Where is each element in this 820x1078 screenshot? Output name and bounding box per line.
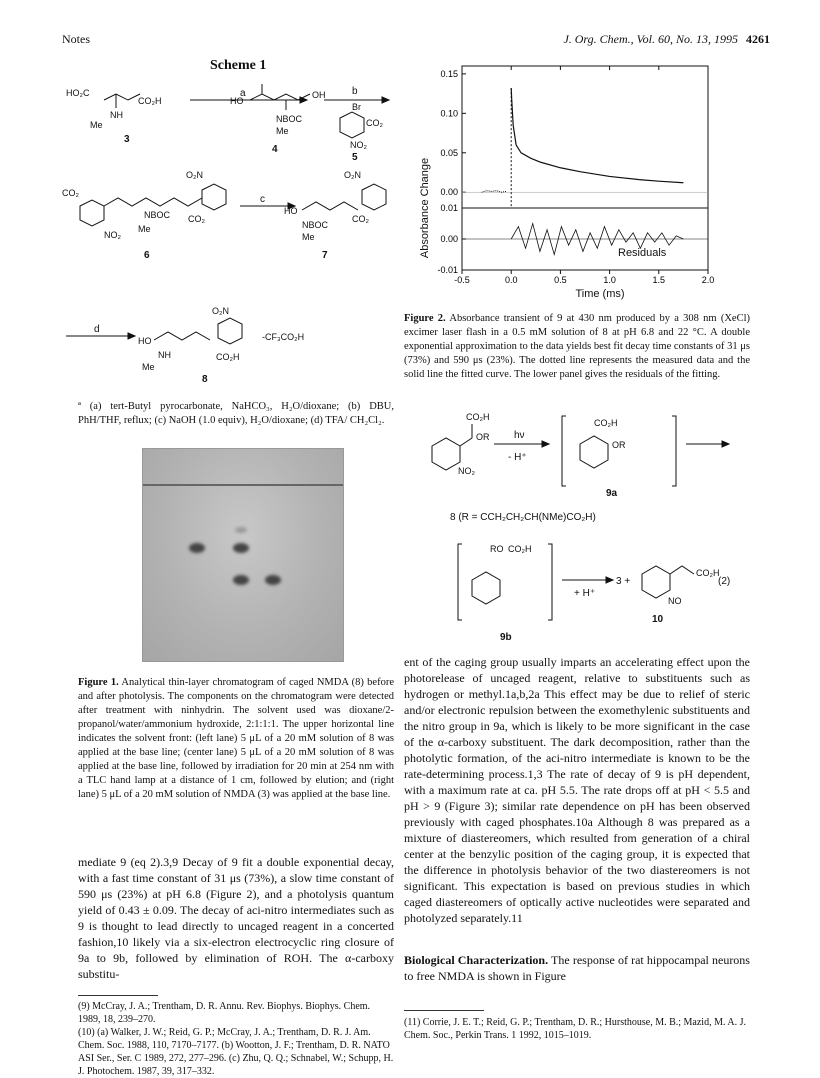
figure-2-chart	[410, 58, 750, 304]
group-label: Br	[352, 102, 361, 112]
benzene-ring	[432, 438, 460, 470]
benzene-ring	[642, 566, 670, 598]
group-label: CO₂H	[466, 412, 490, 422]
benzene-ring	[218, 318, 242, 344]
group-label: CO₂H	[138, 96, 162, 106]
running-header-left: Notes	[62, 32, 90, 46]
series-decay	[511, 88, 683, 183]
arrowhead	[382, 97, 389, 103]
group-label: NO₂	[104, 230, 121, 240]
figure-2-label: Figure 2.	[404, 313, 446, 324]
figure-2-caption	[404, 312, 750, 382]
group-label: NO	[668, 596, 682, 606]
figure-2-text: Absorbance transient of 9 at 430 nm produced by a 308 nm (XeCl) excimer laser flash in a 0.5 mM solution of 8 at pH 6.8 and 22 °C. A double exponential approximation to the data yields best fit decay time constants of 31 μs (73%) and 590 μs (23%). The dotted line represents the measured data and the solid line the fitted curve. The lower panel gives the residuals of the fitting.	[404, 313, 750, 380]
bracket	[562, 416, 676, 486]
bond	[104, 94, 140, 100]
group-label: HO	[284, 206, 298, 216]
arrowhead	[128, 333, 135, 339]
label-10: 10	[652, 614, 664, 625]
group-label: CO₂H	[508, 544, 532, 554]
body-text-right: ent of the caging group usually imparts an accelerating effect upon the photorelease of uncaged reagent, relative to substituents such as hydrogen or methyl.1a,b,2a This effect may be due to relief of steric and/or electronic repulsion between the exomethylenic substituents and the nitro group in 9a, which is likely to be more significant in the case of the α-carboxy substituent. The dark decomposition, rather than the photolytic formation, of the aci-nitro intermediate is known to be the rate-determining process.1,3 The rate of decay of 9 is pH dependent, with a maximum rate at ca. pH 5.5. The rate drops off at pH < 5.5 and pH > 9 (Figure 3); similar rate dependence on pH has been observed previously with caged phosphates.10a Although 8 was prepared as a mixture of diastereomers, which resulted from generation of a chiral center at the benzylic position of the caging group, it is expected that the difference in photolysis behavior of the two diastereomers is not significant. This expectation is based on previous studies in which caged diastereomers of optically active nucleotides were separated and photolyzed separately.11	[404, 655, 750, 925]
group-label: CO₂	[352, 214, 369, 224]
scheme-1-structures	[62, 78, 398, 408]
page-number: 4261	[746, 32, 770, 46]
group-label: O₂N	[344, 170, 361, 180]
group-label: O₂N	[212, 306, 229, 316]
label-9b: 9b	[500, 632, 512, 643]
tlc-spot	[265, 575, 281, 585]
label-9a: 9a	[606, 488, 618, 499]
tlc-spot	[233, 575, 249, 585]
tlc-spot	[233, 543, 249, 553]
benzene-ring	[80, 200, 104, 226]
arrowhead	[542, 441, 549, 447]
footnotes-left	[78, 1000, 394, 1078]
quinoid-ring	[580, 436, 608, 468]
journal-citation: J. Org. Chem., Vol. 60, No. 13, 1995	[563, 32, 738, 46]
equation-number: (2)	[718, 576, 731, 587]
x-tick-label: 0.5	[554, 275, 567, 285]
y-tick-label: 0.00	[440, 187, 458, 198]
group-label: CO₂H	[216, 352, 240, 362]
group-label: Me	[142, 362, 155, 372]
figure-1-text: Analytical thin-layer chromatogram of caged NMDA (8) before and after photolysis. The components on the chromatogram were detected after treatment with ninhydrin. The solvent used was dioxane/2-propanol/water/ammonium hydroxide, 2:1:1:1. The upper horizontal line indicates the solvent front: (left lane) 5 μL of a 20 mM solution of 8 was applied at the base line; (center lane) 5 μL of a 20 mM solution of 8 was applied at the base line, followed by irradiation for 20 min at 254 nm with a TLC hand lamp at a distance of 1 cm, followed by elution; and (right lane) 5 μL of a 20 mM solution of NMDA (3) was applied at the base line.	[78, 677, 394, 800]
bicyclic-ring	[472, 572, 500, 604]
arrowhead	[300, 97, 307, 103]
arrowhead	[606, 577, 613, 583]
compound-label-6: 6	[144, 250, 150, 261]
footnote-11: (11) Corrie, J. E. T.; Reid, G. P.; Trentham, D. R.; Hursthouse, M. B.; Mazid, M. A. J. Chem. Soc., Perkin Trans. 1 1992, 1015–1019.	[404, 1017, 747, 1041]
x-tick-label: -0.5	[454, 275, 470, 285]
hv-label: hν	[514, 430, 525, 441]
compound-label-5: 5	[352, 152, 358, 163]
group-label: HO	[138, 336, 152, 346]
y-tick-label-residual: 0.00	[440, 234, 458, 244]
tlc-spot	[189, 543, 205, 553]
group-label: Me	[276, 126, 289, 136]
group-label: OR	[612, 440, 626, 450]
group-label: CO₂	[62, 188, 79, 198]
section-heading: Biological Characterization.	[404, 953, 549, 967]
y-tick-label: 0.10	[440, 108, 458, 119]
x-tick-label: 0.0	[504, 275, 518, 285]
footnote-10: (10) (a) Walker, J. W.; Reid, G. P.; McCray, J. A.; Trentham, D. R. J. Am. Chem. Soc. 1988, 110, 7170–7177. (b) Wootton, J. F.; Trentham, D. R. NATO ASI Ser., Ser. C 1989, 272, 277–296. (c) Zhu, Q. Q.; Schnabel, W.; Schupp, H. J. Photochem. 1987, 39, 317–332.	[78, 1027, 394, 1077]
tlc-spot-faint	[235, 527, 247, 533]
group-label: NBOC	[276, 114, 303, 124]
compound-label-4: 4	[272, 144, 278, 155]
plus-h-label: + H⁺	[574, 588, 596, 599]
x-tick-label: 1.5	[652, 275, 666, 285]
equation-2-scheme	[410, 404, 750, 654]
scheme-footnote: ª (a) tert-Butyl pyrocarbonate, NaHCO₃, H₂O/dioxane; (b) DBU, PhH/THF, reflux; (c) NaOH (1.0 equiv), H₂O/dioxane; (d) TFA/ CH₂Cl₂.	[78, 401, 394, 426]
tlc-plate-image	[142, 448, 344, 662]
group-label: CO₂H	[696, 568, 720, 578]
compound-label-3: 3	[124, 134, 130, 145]
y-tick-label-residual: 0.01	[440, 203, 458, 213]
y-tick-label-residual: -0.01	[437, 265, 458, 275]
bond	[460, 424, 472, 446]
compound-label-7: 7	[322, 250, 328, 261]
group-label: Me	[302, 232, 315, 242]
group-label: NBOC	[302, 220, 329, 230]
plus-3-label: 3 +	[616, 576, 631, 587]
bond	[104, 198, 202, 206]
group-label: CO₂	[366, 118, 383, 128]
step-label-d: d	[94, 324, 100, 335]
minus-h-label: - H⁺	[508, 452, 527, 463]
y-axis-label: Absorbance Change	[419, 157, 431, 259]
benzene-ring	[202, 184, 226, 210]
group-label: -CF₃CO₂H	[262, 332, 305, 342]
group-label: CO₂	[188, 214, 205, 224]
footnotes-right	[404, 1016, 750, 1042]
arrowhead	[722, 441, 729, 447]
running-header-right	[470, 32, 770, 47]
figure-1-caption	[78, 676, 394, 802]
bond	[670, 566, 694, 574]
figure-1-label: Figure 1.	[78, 677, 119, 688]
residuals-label: Residuals	[618, 247, 667, 259]
x-tick-label: 2.0	[701, 275, 715, 285]
group-label: CO₂H	[594, 418, 618, 428]
benzene-ring	[362, 184, 386, 210]
group-label: Me	[138, 224, 151, 234]
body-text-left: mediate 9 (eq 2).3,9 Decay of 9 fit a double exponential decay, with a fast time constant of 31 μs (73%), a slow time constant of 590 μs (23%) at pH 6.8 (Figure 2), and a photolysis quantum yield of 0.43 ± 0.09. The decay of aci-nitro intermediates such as 9 is thought to lead directly to uncaged reagent in a concerted fashion,10 likely via a six-electron electrocyclic ring closure of 9a to 9b, followed by elimination of ROH. The α-carboxy substitu-	[78, 855, 394, 981]
group-label: NH	[158, 350, 171, 360]
bond	[302, 202, 358, 210]
scheme-title: Scheme 1	[210, 58, 267, 73]
y-tick-label: 0.15	[440, 68, 458, 79]
solvent-front-line	[143, 484, 343, 486]
footnote-9: (9) McCray, J. A.; Trentham, D. R. Annu. Rev. Biophys. Biophys. Chem. 1989, 18, 239–270.	[78, 1001, 371, 1025]
y-tick-label: 0.05	[440, 147, 458, 158]
group-label: OR	[476, 432, 490, 442]
step-label-a: a	[240, 88, 246, 99]
group-label: NH	[110, 110, 123, 120]
plot-frame	[462, 66, 708, 270]
group-label: NO₂	[350, 140, 367, 150]
benzene-ring	[340, 112, 364, 138]
group-label: NBOC	[144, 210, 171, 220]
section-biological	[404, 952, 750, 984]
x-axis-label: Time (ms)	[575, 288, 625, 300]
section-text: The response of rat hippocampal neurons to free NMDA is shown in Figure	[404, 953, 750, 983]
r-definition: 8 (R = CCH₂CH₂CH(NMe)CO₂H)	[450, 512, 596, 523]
step-label-c: c	[260, 194, 265, 205]
group-label: RO	[490, 544, 504, 554]
group-label: HO₂C	[66, 88, 90, 98]
step-label-b: b	[352, 86, 358, 97]
group-label: OH	[312, 90, 326, 100]
footnote-rule	[78, 995, 158, 996]
bond	[154, 332, 210, 340]
footnote-rule	[404, 1010, 484, 1011]
group-label: Me	[90, 120, 103, 130]
compound-label-8: 8	[202, 374, 208, 385]
group-label: NO₂	[458, 466, 475, 476]
group-label: HO	[230, 96, 244, 106]
group-label: O₂N	[186, 170, 203, 180]
x-tick-label: 1.0	[603, 275, 616, 285]
